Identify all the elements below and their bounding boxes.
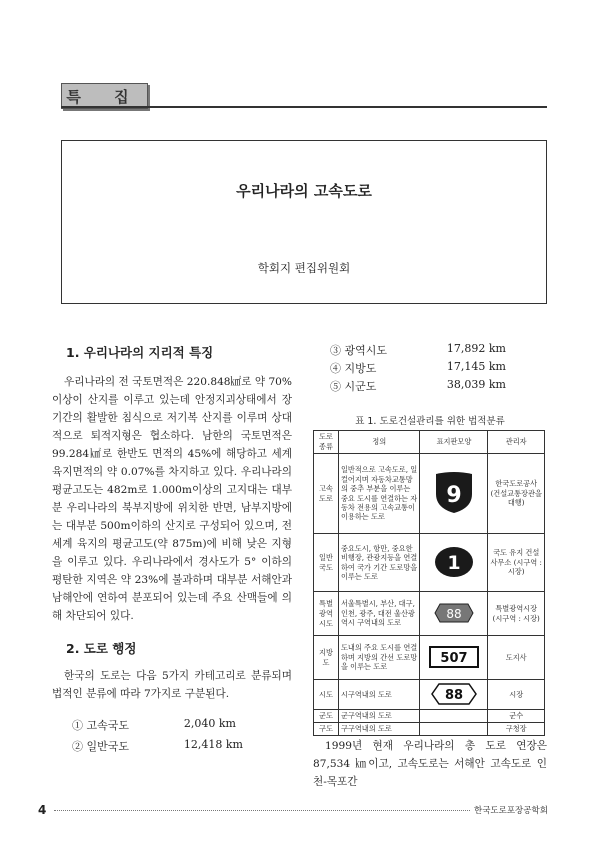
cell-type: 시도 [314,680,339,710]
sign-number: 9 [446,482,462,508]
table-row [314,710,545,723]
article-title: 우리나라의 고속도로 [236,182,372,200]
table-row [314,534,545,592]
table-row [314,454,545,534]
distance-row [72,717,243,733]
footer-rule [54,810,470,811]
distance-value: 12,418 km [183,738,243,751]
sign-number: 88 [446,606,462,621]
cell-definition: 중요도시, 항만, 중요한 비행장, 관광지등을 연결하여 국가 기간 도로망을 이루는 도로 [338,534,420,592]
article-author: 학회지 편집위원회 [257,261,351,275]
city-road-sign-icon [431,683,477,705]
expressway-shield-icon [432,472,476,514]
sign-number: 1 [447,551,461,574]
cell-manager: 구청장 [488,723,545,736]
cell-type: 군도 [314,710,339,723]
cell-type: 고속도로 [314,454,339,534]
section2-heading: 2. 도로 행정 [66,641,137,656]
national-road-sign-icon [432,545,476,579]
cell-sign [420,710,488,723]
sign-number: 507 [440,650,468,666]
distance-value: 2,040 km [183,717,236,730]
distance-label: ③ 광역시도 [330,344,388,357]
metro-road-sign-icon [434,603,474,623]
cell-manager: 시장 [488,680,545,710]
distance-row [330,378,506,394]
header-sign: 표지판모양 [420,431,488,454]
section-tag: 특 집 [61,83,148,109]
cell-definition: 구구역내의 도로 [338,723,420,736]
cell-type: 일반국도 [314,534,339,592]
cell-manager: 도지사 [488,636,545,680]
header-rule [61,106,547,108]
cell-type: 구도 [314,723,339,736]
distance-value: 17,892 km [446,342,506,355]
cell-sign [420,534,488,592]
cell-type: 특별광역시도 [314,592,339,636]
distance-label: ② 일반국도 [72,740,130,753]
distance-label: ④ 지방도 [330,362,377,375]
distance-value: 38,039 km [446,378,506,391]
cell-type: 지방도 [314,636,339,680]
page-number: 4 [38,803,47,817]
distance-row [72,738,243,754]
section2-paragraph: 한국의 도로는 다음 5가지 카테고리로 분류되며 법적인 분류에 따라 7가지로 구분된다. [52,670,292,700]
distance-list-right [330,342,506,394]
header-manager: 관리자 [488,431,545,454]
closing-paragraph: 1999년 현재 우리나라의 총 도로 연장은 87,534 ㎞이고, 고속도로는 서해안 고속도로 인천-목포간 [313,740,547,788]
section1-paragraph: 우리나라의 전 국토면적은 220.848㎢로 약 70% 이상이 산지를 이루고 있는데 안정지괴상태에서 장기간의 활발한 침식으로 저기복 산지를 이루며 상대적으로 퇴적지형은 협소하다. 남한의 국토면적은 99.284㎢로 한반도 면적의 45%에 해당하고 세계 육지면적의 약 0.07%를 차지하고 있다. 우리나라의 평균고도는 482m로 1.000m이상의 고지대는 대부분 우리나라의 북부지방에 위치한 반면, 남부지방에는 대부분 500m이하의 산지로 구성되어 있으며, 전세계 육지의 평균고도(약 875m)에 비해 낮은 지형을 이루고 있다. 우리나라에서 경사도가 5° 이하의 평탄한 지역은 약 23%에 불과하며 대부분 서해안과 남해안에 연하여 분포되어 있는데 주요 산맥들에 의해 차단되어 있다. [52,376,292,622]
local-road-sign-icon [429,646,479,668]
distance-row [330,360,506,376]
road-classification-table [313,430,545,736]
header-type: 도로종류 [314,431,339,454]
title-box [61,140,547,304]
cell-manager: 특별광역시장 (시구역 : 시장) [488,592,545,636]
cell-sign [420,636,488,680]
table-row [314,592,545,636]
cell-sign [420,592,488,636]
cell-sign [420,723,488,736]
table-row [314,723,545,736]
cell-definition: 시구역내의 도로 [338,680,420,710]
distance-row [330,342,506,358]
table-caption: 표 1. 도로건설관리를 위한 법적분류 [355,416,505,427]
cell-manager: 군수 [488,710,545,723]
cell-sign [420,680,488,710]
cell-definition: 도내의 주요 도시를 연결하며 지방의 간선 도로망을 이루는 도로 [338,636,420,680]
distance-value: 17,145 km [446,360,506,373]
section1-heading: 1. 우리나라의 지리적 특징 [66,345,214,360]
cell-definition: 군구역내의 도로 [338,710,420,723]
cell-definition: 서울특별시, 부산, 대구, 인천, 광주, 대전 울산광역시 구역내의 도로 [338,592,420,636]
cell-definition: 일반적으로 고속도로, 일컬어지며 자동차교통망의 중추 부분을 이루는 중요 도시를 연결하는 자동차 전용의 고속교통이 이용하는 도로 [338,454,420,534]
distance-label: ① 고속국도 [72,719,130,732]
cell-manager: 한국도로공사 (건설교통장관을 대행) [488,454,545,534]
distance-list-left [72,717,243,754]
cell-manager: 국도 유지 건설사무소 (시구역 : 시장) [488,534,545,592]
footer-publisher: 한국도로포장공학회 [474,806,548,816]
table-row [314,636,545,680]
table-row [314,680,545,710]
distance-label: ⑤ 시군도 [330,380,377,393]
table-header-row [314,431,545,454]
header-definition: 정의 [338,431,420,454]
cell-sign [420,454,488,534]
sign-number: 88 [444,687,463,703]
